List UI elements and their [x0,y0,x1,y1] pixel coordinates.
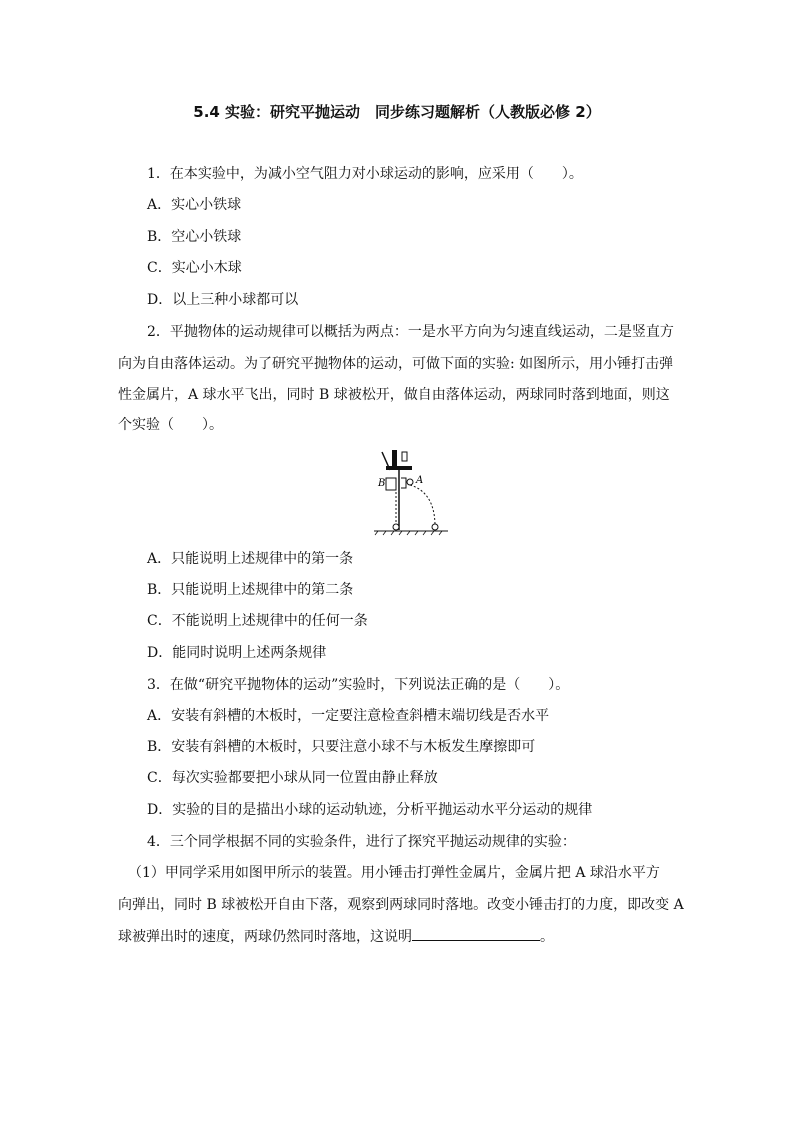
question-1-stem: 1．在本实验中，为减小空气阻力对小球运动的影响，应采用（ ）。 [147,166,583,182]
question-3-stem: 3．在做“研究平抛物体的运动”实验时，下列说法正确的是（ ）。 [147,677,570,693]
ball-a [407,479,413,485]
ball-a-landed [432,524,438,530]
q2-option-b: B．只能说明上述规律中的第二条 [147,582,354,598]
q4-sub1-line-2: 向弹出，同时 B 球被松开自由下落，观察到两球同时落地。改变小锤击打的力度，即改变 A [118,897,684,913]
q2-option-d: D．能同时说明上述两条规律 [147,645,327,661]
ground-hatch [375,531,442,535]
q2-option-a: A．只能说明上述规律中的第一条 [147,551,354,567]
q1-option-a: A．实心小铁球 [147,197,242,213]
q1-option-c: C．实心小木球 [147,260,242,276]
answer-blank[interactable] [412,926,540,941]
top-bar [386,466,412,470]
q2-option-c: C．不能说明上述规律中的任何一条 [147,613,368,629]
question-2-line-4: 个实验（ ）。 [118,417,223,433]
question-2-line-2: 向为自由落体运动。为了研究平抛物体的运动，可做下面的实验: 如图所示，用小锤打击弹 [118,356,674,372]
question-2-line-1: 2．平抛物体的运动规律可以概括为两点：一是水平方向为匀速直线运动，二是竖直方 [147,324,674,340]
label-a: A [416,475,424,486]
question-4-stem: 4．三个同学根据不同的实验条件，进行了探究平抛运动规律的实验： [147,834,576,850]
q3-option-c: C．每次实验都要把小球从同一位置由静止释放 [147,770,438,786]
q3-option-b: B．安装有斜槽的木板时，只要注意小球不与木板发生摩擦即可 [147,739,536,755]
ball-b-landed [393,524,399,530]
q3-option-a: A．安装有斜槽的木板时，一定要注意检查斜槽末端切线是否水平 [147,708,550,724]
q4-sub1-line-3-text: 球被弹出时的速度，两球仍然同时落地，这说明 [118,929,412,945]
q3-option-d: D．实验的目的是描出小球的运动轨迹，分析平抛运动水平分运动的规律 [147,802,593,818]
page-title: 5.4 实验：研究平抛运动 同步练习题解析（人教版必修 2） [193,103,601,121]
q4-sub1-line-3 [118,926,554,947]
question-2-line-3: 性金属片，A 球水平飞出，同时 B 球被松开，做自由落体运动，两球同时落到地面，则这 [118,387,670,403]
label-b: B [378,478,386,489]
b-holder [386,478,396,490]
q1-option-d: D．以上三种小球都可以 [147,292,299,308]
q4-sub1-line-1: （1）甲同学采用如图甲所示的装置。用小锤击打弹性金属片，金属片把 A 球沿水平方 [128,865,660,881]
q1-option-b: B．空心小铁球 [147,229,242,245]
q4-sub1-end: 。 [540,929,554,945]
metal-piece [401,478,406,488]
pivot-block [402,452,407,461]
a-trajectory [410,485,435,524]
experiment-figure [368,448,450,536]
